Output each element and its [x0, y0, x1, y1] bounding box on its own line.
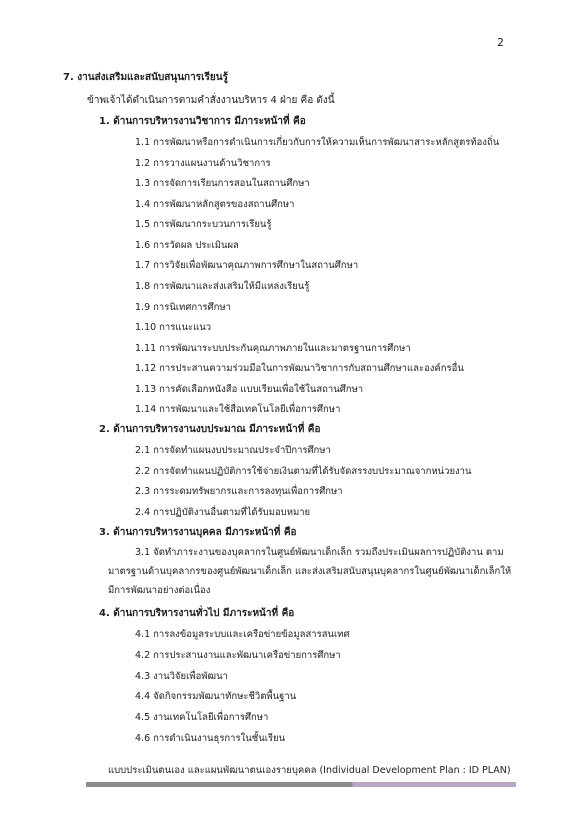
list-item: 1.5 การพัฒนากระบวนการเรียนรู้: [135, 219, 272, 230]
list-item: 4.1 การลงข้อมูลระบบและเครือข่ายข้อมูลสารสนเทศ: [135, 629, 350, 640]
list-item: 4.2 การประสานงานและพัฒนาเครือข่ายการศึกษา: [135, 650, 341, 661]
list-item: 1.12 การประสานความร่วมมือในการพัฒนาวิชาการกับสถานศึกษาและองค์กรอื่น: [135, 363, 464, 374]
list-item: 1.1 การพัฒนาหรือการดำเนินการเกี่ยวกับการให้ความเห็นการพัฒนาสาระหลักสูตรท้องถิ่น: [135, 137, 500, 148]
list-item: 1.13 การคัดเลือกหนังสือ แบบเรียนเพื่อใช้ในสถานศึกษา: [135, 384, 364, 395]
paragraph-line: 3.1 จัดทำภาระงานของบุคลากรในศูนย์พัฒนาเด็กเล็ก รวมถึงประเมินผลการปฏิบัติงาน ตาม: [135, 547, 504, 558]
list-item: 1.9 การนิเทศการศึกษา: [135, 302, 231, 313]
list-item: 2.2 การจัดทำแผนปฏิบัติการใช้จ่ายเงินตามที่ได้รับจัดสรรงบประมาณจากหน่วยงาน: [135, 466, 472, 477]
personnel-paragraph: [108, 543, 528, 600]
list-item: 2.1 การจัดทำแผนงบประมาณประจำปีการศึกษา: [135, 445, 331, 456]
list-item: 2.3 การระดมทรัพยากรและการลงทุนเพื่อการศึกษา: [135, 486, 343, 497]
list-item: 4.5 งานเทคโนโลยีเพื่อการศึกษา: [135, 712, 269, 723]
section-title-academic: 1. ด้านการบริหารงานวิชาการ มีภาระหน้าที่ คือ: [99, 116, 306, 127]
section-title-budget: 2. ด้านการบริหารงานงบประมาณ มีภาระหน้าที่ คือ: [99, 424, 321, 435]
list-item: 1.2 การวางแผนงานด้านวิชาการ: [135, 158, 271, 169]
list-item: 1.8 การพัฒนาและส่งเสริมให้มีแหล่งเรียนรู้: [135, 281, 310, 292]
paragraph-line: มีการพัฒนาอย่างต่อเนื่อง: [108, 585, 211, 596]
list-item: 4.6 การดำเนินงานธุรการในชั้นเรียน: [135, 733, 286, 744]
list-item: 1.4 การพัฒนาหลักสูตรของสถานศึกษา: [135, 199, 295, 210]
intro-text: ข้าพเจ้าได้ดำเนินการตามคำสั่งงานบริหาร 4 ฝ่าย คือ ดังนี้: [87, 95, 335, 106]
list-item: 4.3 งานวิจัยเพื่อพัฒนา: [135, 671, 228, 682]
footer-bar: [86, 782, 516, 787]
list-item: 1.11 การพัฒนาระบบประกันคุณภาพภายในและมาตรฐานการศึกษา: [135, 343, 411, 354]
section-title-general: 4. ด้านการบริหารงานทั่วไป มีภาระหน้าที่ คือ: [99, 608, 295, 619]
list-item: 1.6 การวัดผล ประเมินผล: [135, 240, 239, 251]
list-item: 1.3 การจัดการเรียนการสอนในสถานศึกษา: [135, 178, 310, 189]
footer-text: แบบประเมินตนเอง และแผนพัฒนาตนเองรายบุคคล (Individual Development Plan : ID PLAN): [108, 765, 511, 776]
paragraph-line: มาตรฐานด้านบุคลากรของศูนย์พัฒนาเด็กเล็ก และส่งเสริมสนับสนุนบุคลากรในศูนย์พัฒนาเด็กเล็กให้: [108, 566, 512, 577]
section-heading: 7. งานส่งเสริมและสนับสนุนการเรียนรู้: [63, 72, 228, 83]
page-number: 2: [497, 36, 504, 49]
list-item: 4.4 จัดกิจกรรมพัฒนาทักษะชีวิตพื้นฐาน: [135, 691, 297, 702]
list-item: 1.10 การแนะแนว: [135, 322, 212, 333]
list-item: 1.7 การวิจัยเพื่อพัฒนาคุณภาพการศึกษาในสถานศึกษา: [135, 260, 359, 271]
list-item: 1.14 การพัฒนาและใช้สื่อเทคโนโลยีเพื่อการศึกษา: [135, 404, 341, 415]
list-item: 2.4 การปฏิบัติงานอื่นตามที่ได้รับมอบหมาย: [135, 507, 311, 518]
section-title-personnel: 3. ด้านการบริหารงานบุคคล มีภาระหน้าที่ คือ: [99, 527, 297, 538]
